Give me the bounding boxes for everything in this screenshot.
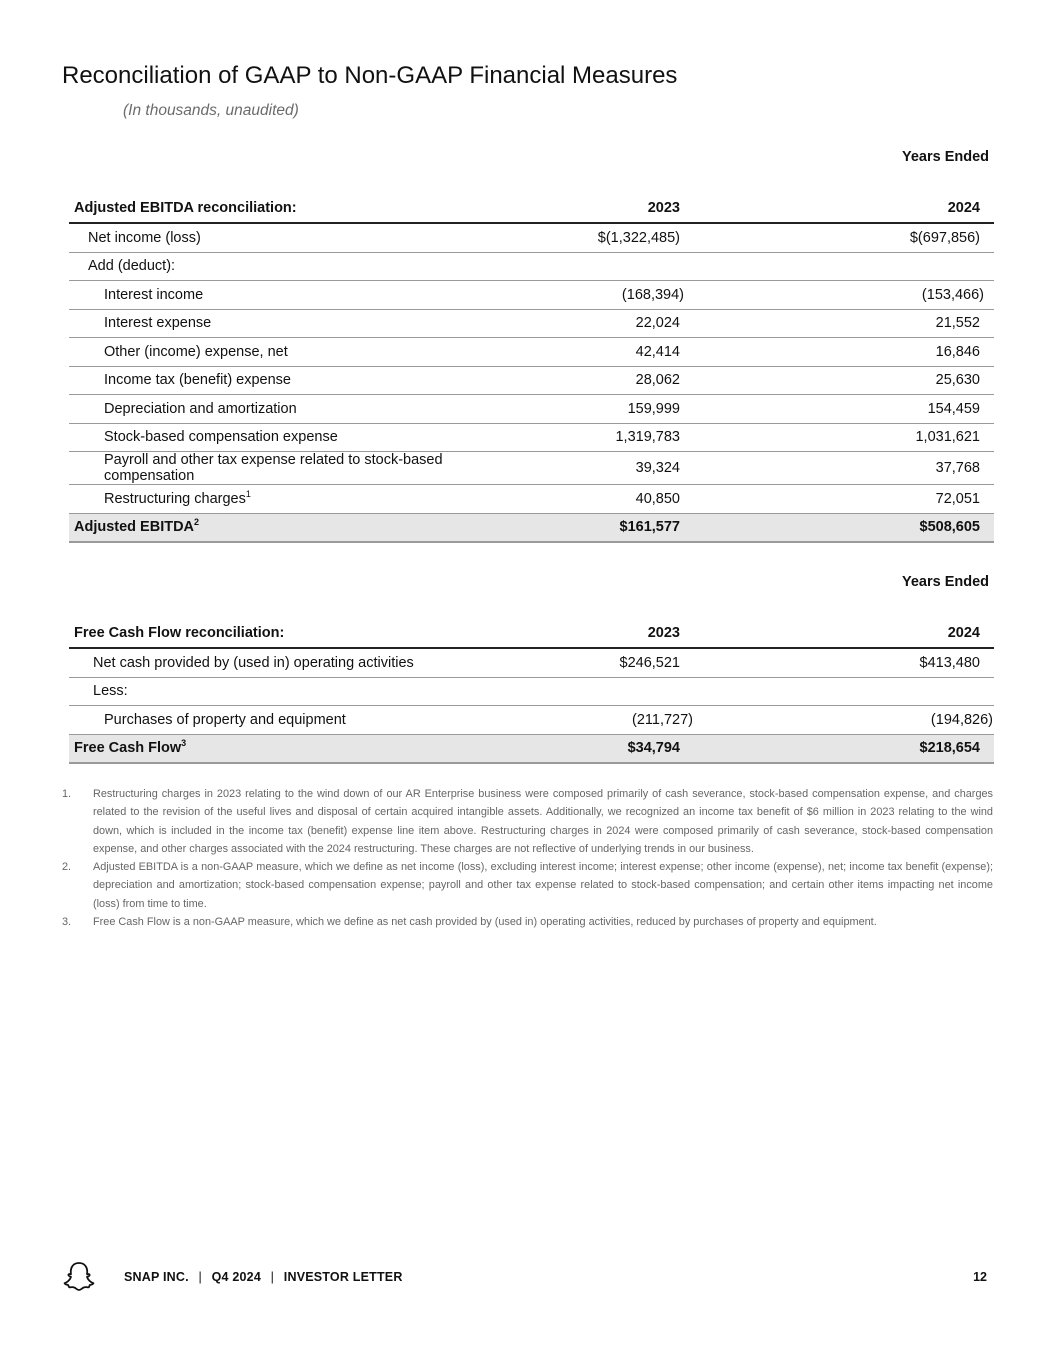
fcf-reconciliation-table [69, 619, 994, 764]
row-value-2023: 159,999 [480, 395, 860, 424]
footnote-ref: 1 [245, 488, 251, 499]
footnote [62, 785, 993, 858]
row-label: Depreciation and amortization [69, 395, 480, 424]
table-row [69, 252, 994, 281]
row-label: Payroll and other tax expense related to stock-based compensation [69, 452, 480, 485]
ebitda-years-ended: Years Ended [901, 149, 989, 165]
total-label: Free Cash Flow$^3$ [69, 734, 480, 763]
row-value-2024: (153,466) [860, 281, 994, 310]
row-value-2023: 40,850 [480, 485, 860, 514]
row-value-2023: $(1,322,485) [480, 223, 860, 252]
table-row [69, 485, 994, 514]
footnote-ref: 3 [181, 738, 187, 749]
table-row [69, 366, 994, 395]
row-value-2024: 21,552 [860, 309, 994, 338]
row-value-2024: 37,768 [860, 452, 994, 485]
page-footer [62, 1260, 987, 1294]
page-number: 12 [973, 1270, 987, 1284]
total-value-2023: $34,794 [480, 734, 860, 763]
table-row [69, 395, 994, 424]
footer-text [124, 1270, 403, 1284]
row-value-2023: 39,324 [480, 452, 860, 485]
row-value-2024: (194,826) [860, 706, 994, 735]
page-title: Reconciliation of GAAP to Non-GAAP Financial Measures [62, 62, 678, 89]
row-value-2024: 1,031,621 [860, 423, 994, 452]
fcf-years-ended: Years Ended [901, 574, 989, 590]
footnote-number: 2. [62, 861, 72, 874]
ebitda-header-2023: 2023 [480, 194, 860, 223]
row-label: Restructuring charges$^1$ [69, 485, 480, 514]
footer-period: Q4 2024 [211, 1270, 261, 1284]
table-row [69, 338, 994, 367]
row-label: Add (deduct): [69, 252, 480, 281]
row-value-2024: 25,630 [860, 366, 994, 395]
footer-separator: | [270, 1270, 275, 1284]
table-row [69, 309, 994, 338]
table-row [69, 706, 994, 735]
row-label: Stock-based compensation expense [69, 423, 480, 452]
row-label: Net cash provided by (used in) operating activities [69, 648, 480, 677]
footnote-text: Restructuring charges in 2023 relating to the wind down of our AR Enterprise business were composed primarily of cash severance, stock-based compensation expense, and charges related to the revision of the useful lives and disposal of certain acquired intangible assets. Additionally, we recognized an income tax benefit of $6 million in 2023 relating to the wind down, which is included in the income tax (benefit) expense line item above. Restructuring charges in 2024 were composed primarily of cash severance, stock-based compensation expense, and other charges associated with the 2024 restructuring. These charges are not reflective of underlying trends in our business. [93, 788, 993, 855]
row-label: Purchases of property and equipment [69, 706, 480, 735]
table-row [69, 281, 994, 310]
table-header-row [69, 194, 994, 223]
row-value-2024: $413,480 [860, 648, 994, 677]
row-value-2023: 42,414 [480, 338, 860, 367]
total-value-2024: $218,654 [860, 734, 994, 763]
footnote-number: 3. [62, 916, 72, 929]
table-row [69, 223, 994, 252]
ghost-logo-icon [62, 1260, 96, 1294]
ebitda-header-label: Adjusted EBITDA reconciliation: [69, 194, 480, 223]
row-value-2023: 1,319,783 [480, 423, 860, 452]
total-value-2023: $161,577 [480, 513, 860, 542]
row-label: Net income (loss) [69, 223, 480, 252]
row-value-2023: 28,062 [480, 366, 860, 395]
row-label: Interest income [69, 281, 480, 310]
row-value-2024: 154,459 [860, 395, 994, 424]
table-row [69, 677, 994, 706]
footer-company: SNAP INC. [124, 1270, 189, 1284]
table-row [69, 648, 994, 677]
footer-separator: | [198, 1270, 202, 1284]
footer-doc-title: INVESTOR LETTER [283, 1270, 403, 1284]
row-value-2024: 72,051 [860, 485, 994, 514]
row-value-2023: (211,727) [480, 706, 860, 735]
footnote-ref: 2 [194, 517, 200, 528]
table-row [69, 423, 994, 452]
table-header-row [69, 619, 994, 648]
footnote [62, 913, 993, 931]
row-value-2024: $(697,856) [860, 223, 994, 252]
footnote-text: Adjusted EBITDA is a non-GAAP measure, which we define as net income (loss), excluding interest income; interest expense; other income (expense), net; income tax benefit (expense); depreciation and amortization; stock-based compensation expense; payroll and other tax expense related to stock-based compensation; and certain other items impacting net income (loss) from time to time. [93, 861, 993, 910]
ebitda-reconciliation-table [69, 194, 994, 543]
row-value-2024: 16,846 [860, 338, 994, 367]
row-label: Income tax (benefit) expense [69, 366, 480, 395]
row-label: Less: [69, 677, 480, 706]
table-row [69, 452, 994, 485]
row-label: Interest expense [69, 309, 480, 338]
total-label: Adjusted EBITDA$^2$ [69, 513, 480, 542]
row-label: Other (income) expense, net [69, 338, 480, 367]
total-value-2024: $508,605 [860, 513, 994, 542]
total-row [69, 513, 994, 542]
row-value-2023: 22,024 [480, 309, 860, 338]
fcf-header-label: Free Cash Flow reconciliation: [69, 619, 480, 648]
fcf-header-2024: 2024 [860, 619, 994, 648]
ebitda-header-2024: 2024 [860, 194, 994, 223]
footnote [62, 858, 993, 913]
total-row [69, 734, 994, 763]
footnote-text: Free Cash Flow is a non-GAAP measure, which we define as net cash provided by (used in) operating activities, reduced by purchases of property and equipment. [93, 916, 877, 929]
fcf-header-2023: 2023 [480, 619, 860, 648]
row-value-2023: (168,394) [480, 281, 860, 310]
footnotes [62, 785, 993, 931]
row-value-2023: $246,521 [480, 648, 860, 677]
page-subtitle: (In thousands, unaudited) [123, 102, 299, 119]
footnote-number: 1. [62, 788, 72, 800]
